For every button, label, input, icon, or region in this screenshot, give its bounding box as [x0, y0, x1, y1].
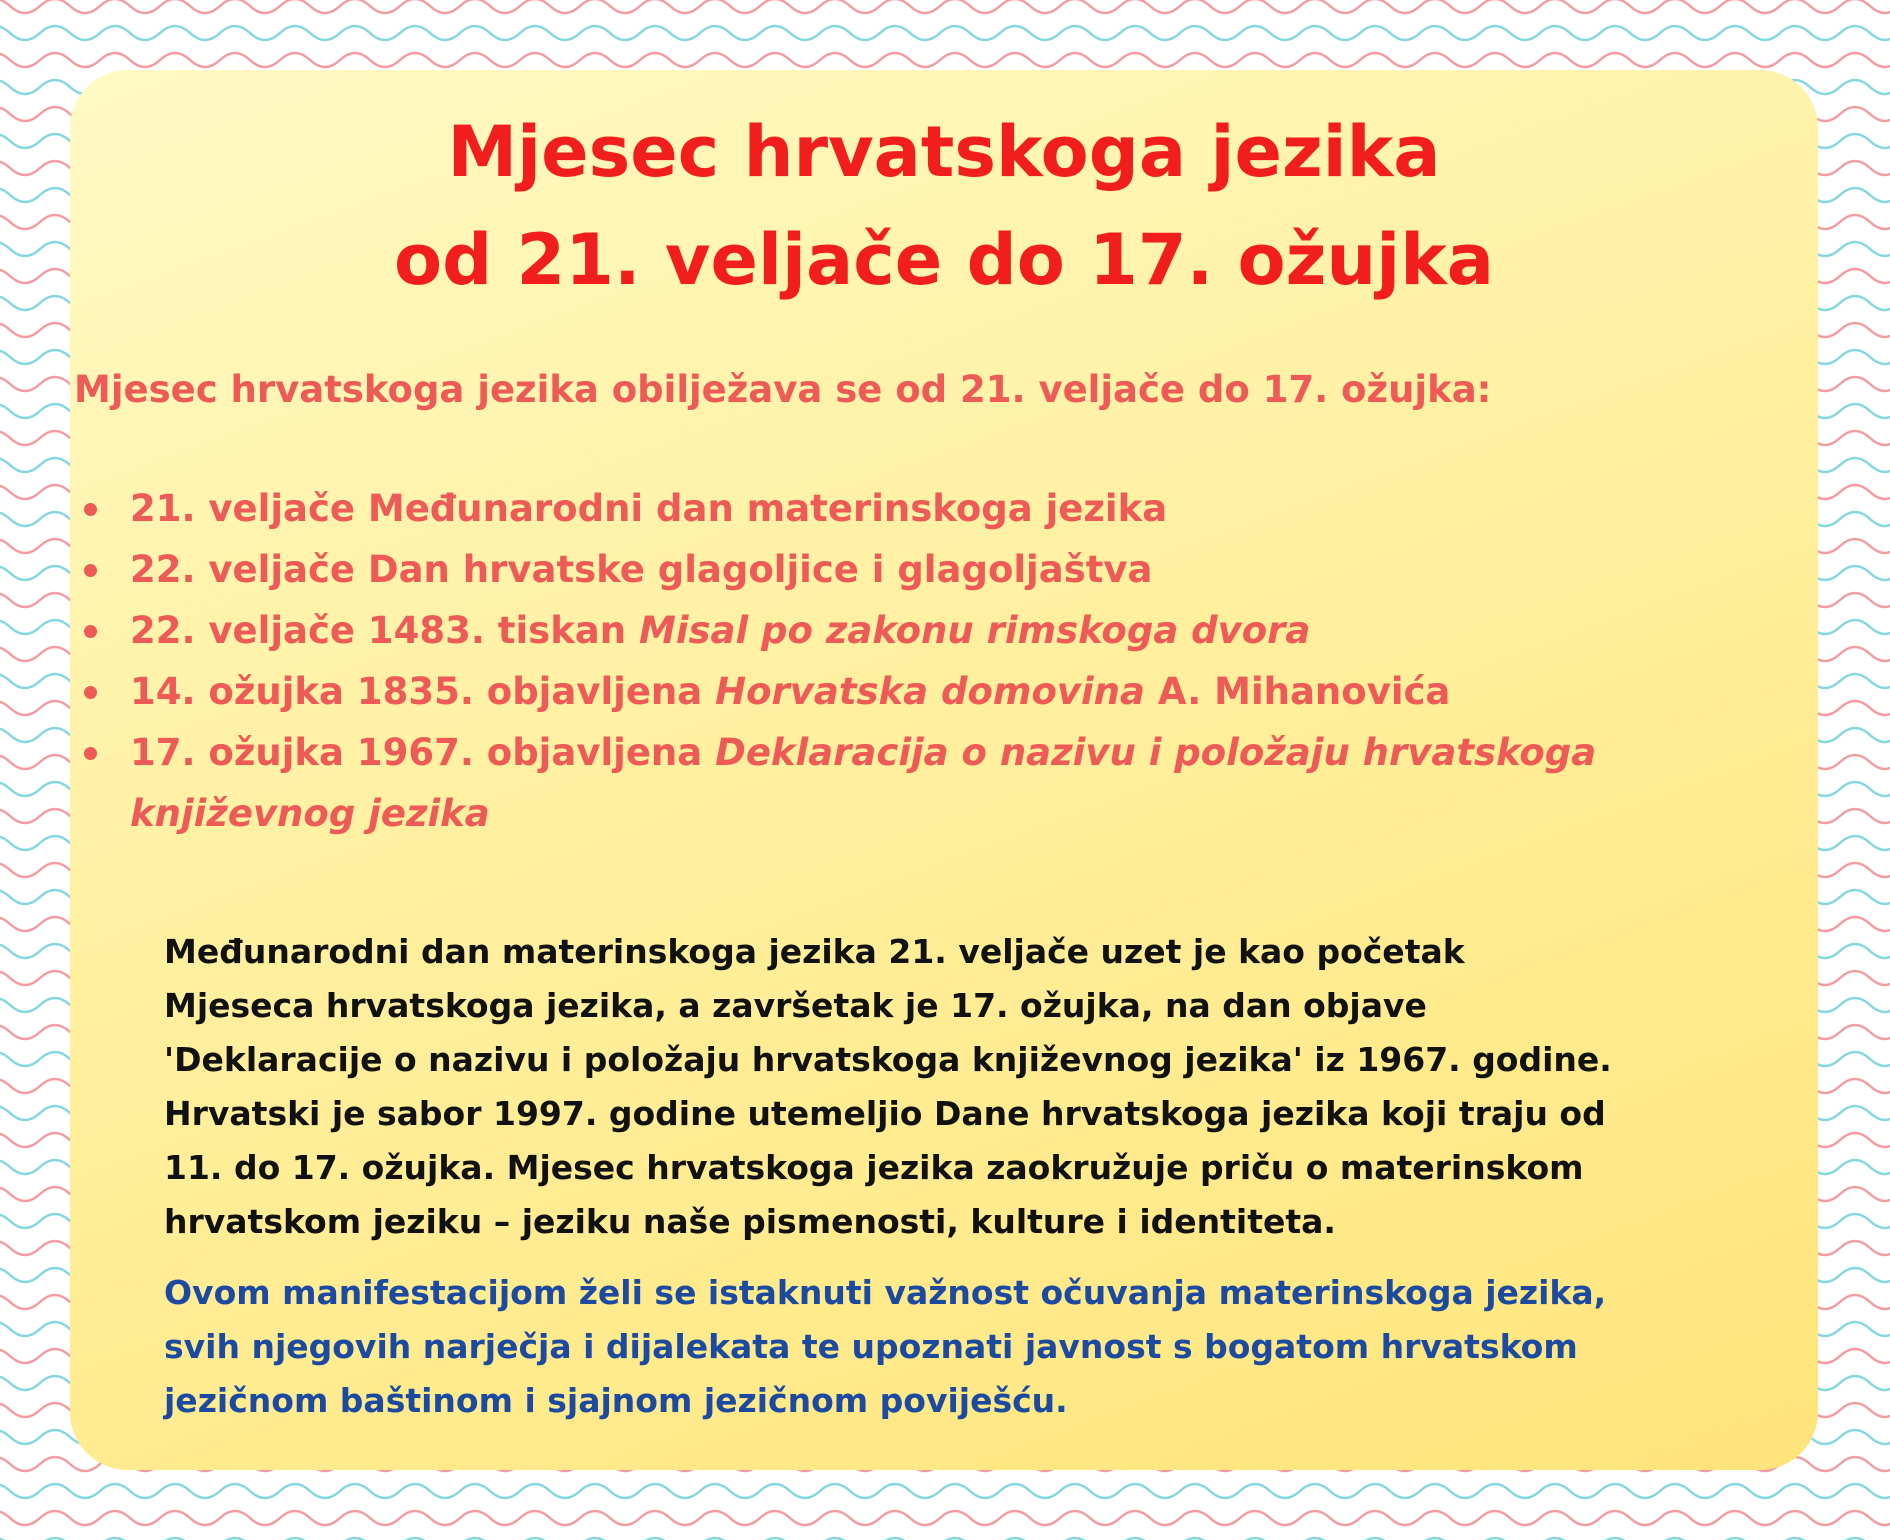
events-list	[74, 478, 1714, 844]
event-italic-title: Misal po zakonu rimskoga dvora	[639, 609, 1311, 652]
paragraph-line: Međunarodni dan materinskoga jezika 21. veljače uzet je kao početak	[164, 932, 1465, 971]
list-item	[74, 478, 1714, 539]
description-paragraph	[164, 925, 1764, 1249]
wave-line	[0, 53, 1890, 67]
event-text: 22. veljače 1483. tiskan	[130, 609, 639, 652]
wave-line	[0, 26, 1890, 40]
list-item	[74, 539, 1714, 600]
paragraph-line: Mjeseca hrvatskoga jezika, a završetak je 17. ožujka, na dan objave	[164, 986, 1427, 1025]
event-text: 17. ožujka 1967. objavljena	[130, 731, 716, 774]
intro-text: Mjesec hrvatskoga jezika obilježava se od 21. veljače do 17. ožujka:	[74, 368, 1492, 411]
event-italic-title: Horvatska domovina	[715, 670, 1145, 713]
title-line-1: Mjesec hrvatskoga jezika	[447, 111, 1441, 193]
paragraph-line: 'Deklaracije o nazivu i položaju hrvatskoga književnog jezika' iz 1967. godine.	[164, 1040, 1612, 1079]
list-item	[74, 722, 1714, 844]
list-item	[74, 600, 1714, 661]
event-italic-continuation: književnog jezika	[130, 792, 490, 835]
bullet-icon	[84, 503, 97, 516]
paragraph-line: Hrvatski je sabor 1997. godine utemeljio Dane hrvatskoga jezika koji traju od	[164, 1094, 1606, 1133]
event-text: 14. ožujka 1835. objavljena	[130, 670, 716, 713]
list-item	[74, 661, 1714, 722]
bullet-icon	[84, 686, 97, 699]
closing-line: Ovom manifestacijom želi se istaknuti važnost očuvanja materinskoga jezika,	[164, 1273, 1607, 1312]
bullet-icon	[84, 625, 97, 638]
paragraph-line: 11. do 17. ožujka. Mjesec hrvatskoga jezika zaokružuje priču o materinskom	[164, 1148, 1584, 1187]
wave-line	[0, 0, 1890, 13]
closing-line: jezičnom baštinom i sjajnom jezičnom poviješću.	[164, 1381, 1068, 1420]
wave-line	[0, 1511, 1890, 1525]
page-title	[70, 98, 1818, 314]
title-line-2: od 21. veljače do 17. ožujka	[393, 219, 1494, 301]
event-italic-title: Deklaracija o nazivu i položaju hrvatskoga	[715, 731, 1597, 774]
info-card	[70, 70, 1818, 1470]
event-text: 22. veljače Dan hrvatske glagoljice i glagoljaštva	[130, 548, 1153, 591]
closing-paragraph	[164, 1266, 1764, 1428]
bullet-icon	[84, 564, 97, 577]
event-text: 21. veljače Međunarodni dan materinskoga jezika	[130, 487, 1168, 530]
bullet-icon	[84, 747, 97, 760]
wave-line	[0, 1484, 1890, 1498]
event-author: A. Mihanovića	[1144, 670, 1451, 713]
paragraph-line: hrvatskom jeziku – jeziku naše pismenosti, kulture i identiteta.	[164, 1202, 1336, 1241]
closing-line: svih njegovih narječja i dijalekata te upoznati javnost s bogatom hrvatskom	[164, 1327, 1578, 1366]
